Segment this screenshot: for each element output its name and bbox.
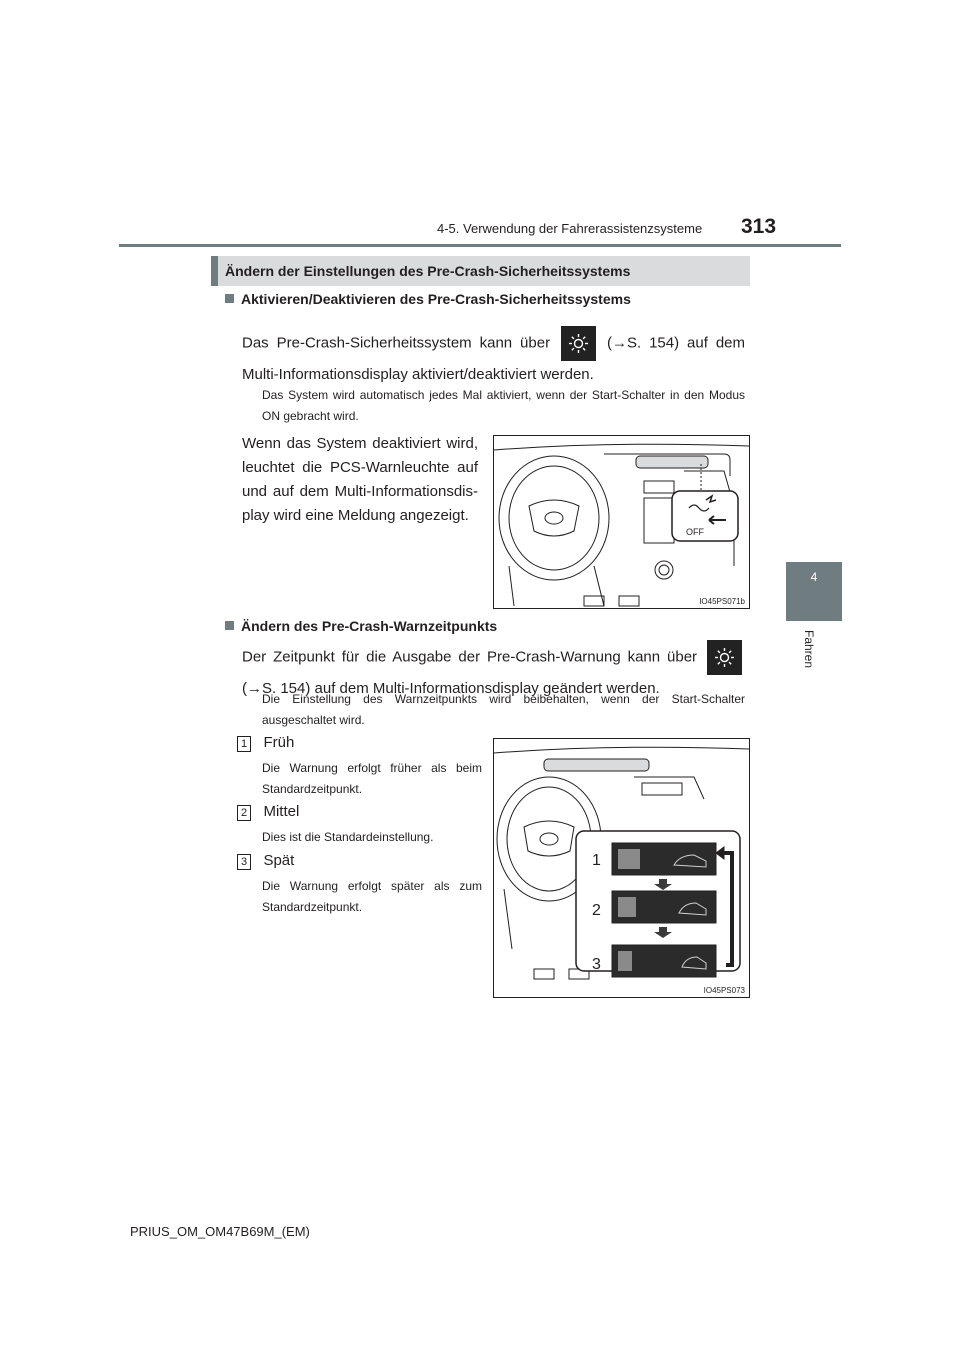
option-early	[237, 734, 482, 800]
settings-gear-icon	[707, 640, 742, 675]
chapter-number: 4	[810, 570, 818, 584]
option-label: Mittel	[263, 803, 300, 820]
block1-paragraph: Das Pre-Crash-Sicherheitssystem kann über (→S. 154) auf dem Multi-Informationsdisplay aktiviert/deaktiviert werden.	[242, 326, 745, 388]
footer-doc-code: PRIUS_OM_OM47B69M_(EM)	[130, 1224, 310, 1239]
square-bullet-icon	[225, 294, 234, 303]
header-rule	[119, 244, 841, 247]
option-description: Die Warnung erfolgt früher als beim Standardzeitpunkt.	[262, 761, 482, 796]
option-number: 2	[237, 805, 251, 821]
option-medium	[237, 803, 482, 848]
figure-off-label: OFF	[686, 527, 704, 537]
option-late	[237, 852, 482, 918]
figure-warning-timing	[493, 738, 750, 998]
block2-paragraph: Der Zeitpunkt für die Ausgabe der Pre-Crash-Warnung kann über (→S. 154) auf dem Multi-Informationsdisplay geändert werden.	[242, 640, 745, 702]
option-description: Die Warnung erfolgt später als zum Standardzeitpunkt.	[262, 879, 482, 914]
dashboard-illustration-2	[494, 739, 749, 997]
figure-step-label: 2	[592, 902, 601, 919]
option-description: Dies ist die Standardeinstellung.	[262, 830, 434, 844]
block2-heading: Ändern des Pre-Crash-Warnzeitpunkts	[225, 618, 497, 634]
block1-heading: Aktivieren/Deaktivieren des Pre-Crash-Sicherheitssystems	[225, 291, 631, 307]
figure-step-label: 1	[592, 852, 601, 869]
settings-gear-icon	[561, 326, 596, 361]
block1-side-text: Wenn das System deaktiviert wird, leuchtet die PCS-Warnleuchte auf und auf dem Multi-Informationsdis-play wird eine Meldung angezeigt.	[242, 435, 478, 524]
option-label: Früh	[263, 734, 295, 751]
page-number: 313	[741, 215, 777, 238]
block1-note: Das System wird automatisch jedes Mal aktiviert, wenn der Start-Schalter in den Modus ON gebracht wird.	[262, 388, 745, 423]
option-number: 1	[237, 736, 251, 752]
chapter-label: Fahren	[802, 630, 816, 669]
block2-note: Die Einstellung des Warnzeitpunkts wird beibehalten, wenn der Start-Schalter ausgeschaltet wird.	[262, 692, 745, 727]
figure-step-label: 3	[592, 956, 601, 973]
header-section-title: 4-5. Verwendung der Fahrerassistenzsysteme	[437, 221, 703, 236]
figure-code-1: IO45PS071b	[699, 597, 745, 606]
figure-pcs-off	[493, 435, 750, 609]
section-title: Ändern der Einstellungen des Pre-Crash-Sicherheitssystems	[225, 263, 631, 279]
square-bullet-icon	[225, 621, 234, 630]
option-number: 3	[237, 854, 251, 870]
dashboard-illustration-1	[494, 436, 749, 608]
figure-code-2: IO45PS073	[703, 986, 745, 995]
option-label: Spät	[263, 852, 295, 869]
